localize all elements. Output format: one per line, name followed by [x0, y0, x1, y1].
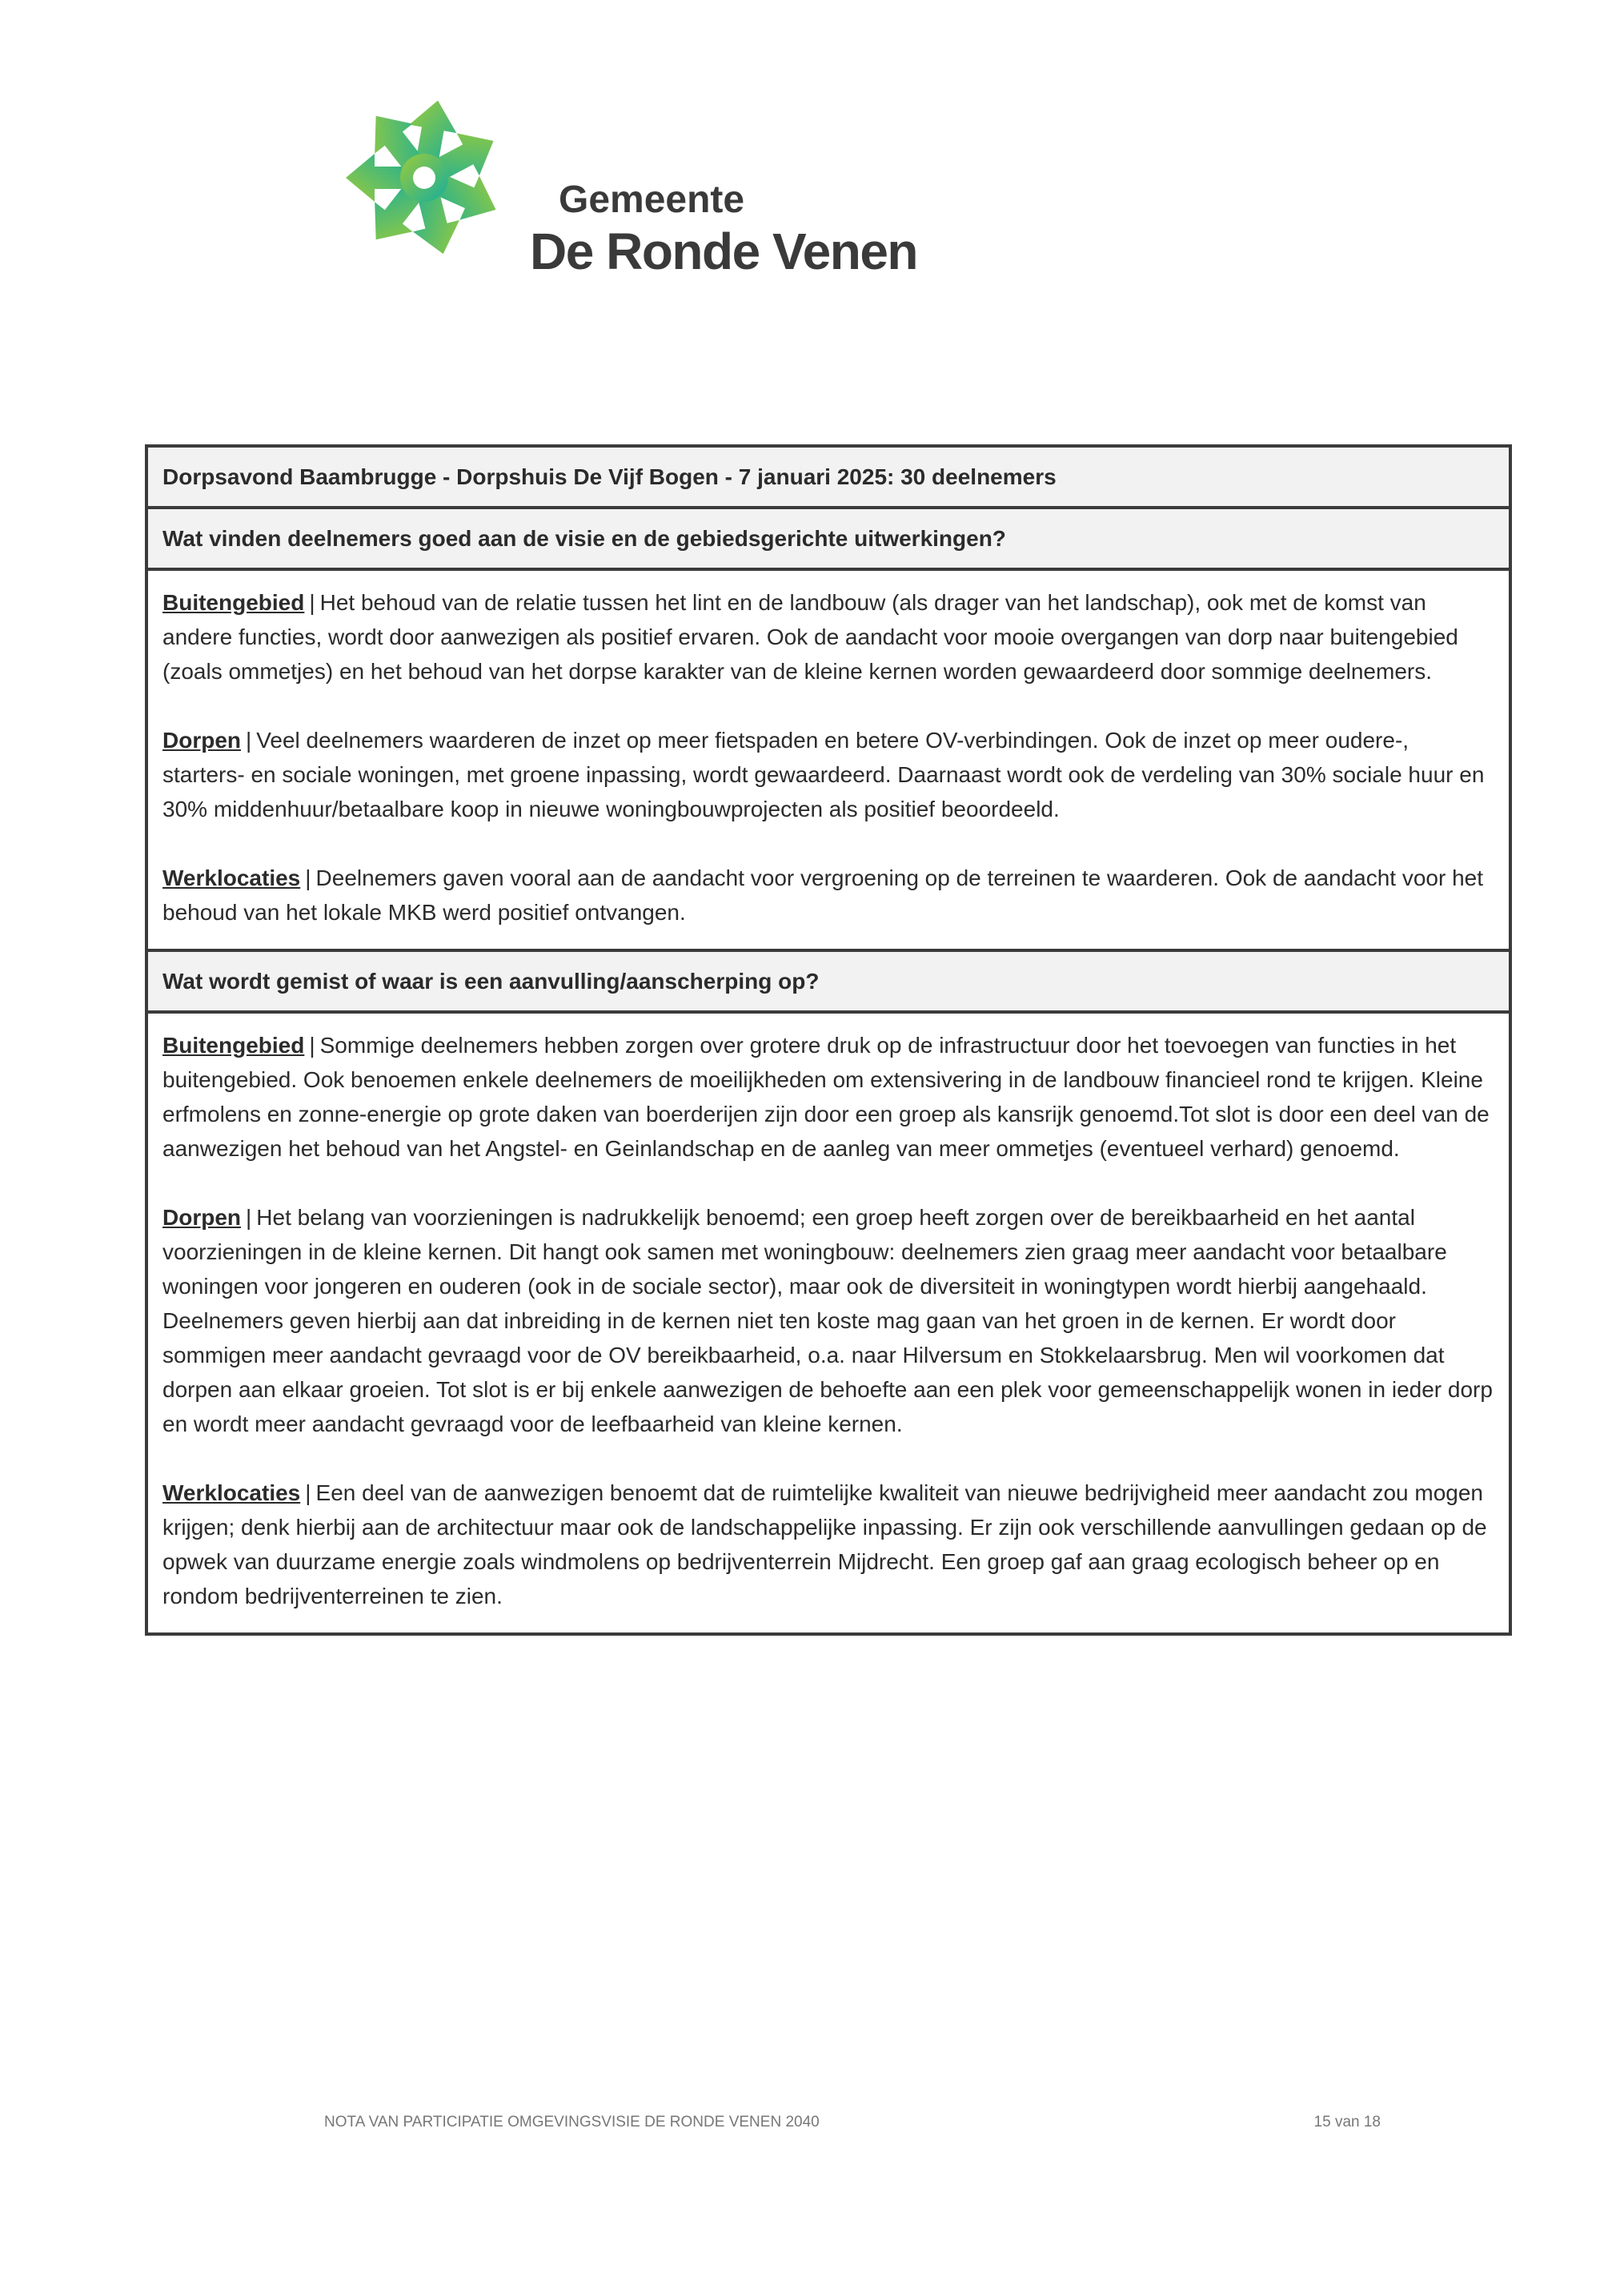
section-2-answers	[148, 1014, 1509, 1632]
page-number: 15 van 18	[1313, 2114, 1381, 2130]
answer-label: Dorpen	[162, 728, 241, 753]
answer-text: Het behoud van de relatie tussen het lint en de landbouw (als drager van het landschap), ook met de komst van andere functies, wordt door aanwezigen als positief ervaren. Ook de aandacht voor mooie overgangen van dorp naar buitengebied (zoals ommetjes) en het behoud van het dorpse karakter van de kleine kernen worden gewaardeerd door sommige deelnemers.	[162, 590, 1458, 684]
answer-label: Buitengebied	[162, 590, 305, 615]
section-1-question: Wat vinden deelnemers goed aan de visie en de gebiedsgerichte uitwerkingen?	[148, 509, 1509, 571]
answer-paragraph: Werklocaties | Deelnemers gaven vooral aan de aandacht voor vergroening op de terreinen te waarderen. Ook de aandacht voor het behoud van het lokale MKB werd positief ontvangen.	[162, 865, 1484, 925]
section-1-answers	[148, 571, 1509, 952]
answer-text: Sommige deelnemers hebben zorgen over grotere druk op de infrastructuur door het toevoegen van functies in het buitengebied. Ook benoemen enkele deelnemers de moeilijkheden om extensivering in de landbouw financieel rond te krijgen. Kleine erfmolens en zonne-energie op grote daken van boerderijen zijn door een groep als kansrijk genoemd.Tot slot is door een deel van de aanwezigen het behoud van het Angstel- en Geinlandschap en de aanleg van meer ommetjes (eventueel verhard) genoemd.	[162, 1033, 1490, 1161]
participation-table	[145, 444, 1512, 1636]
answer-text: Een deel van de aanwezigen benoemt dat de ruimtelijke kwaliteit van nieuwe bedrijvigheid meer aandacht zou mogen krijgen; denk hierbij aan de architectuur maar ook de landschappelijke inpassing. Er zijn ook verschillende aanvullingen gedaan op de opwek van duurzame energie zoals windmolens op bedrijventerrein Mijdrecht. Een groep gaf aan graag ecologisch beheer op en rondom bedrijventerreinen te zien.	[162, 1480, 1487, 1608]
answer-paragraph: Dorpen | Veel deelnemers waarderen de inzet op meer fietspaden en betere OV-verbindingen. Ook de inzet op meer oudere-, starters- en sociale woningen, met groene inpassing, wordt gewaardeerd. Daarnaast wordt ook de verdeling van 30% sociale huur en 30% middenhuur/betaalbare koop in nieuwe woningbouwprojecten als positief beoordeeld.	[162, 728, 1485, 821]
answer-label: Werklocaties	[162, 1480, 301, 1505]
answer-text: Het belang van voorzieningen is nadrukkelijk benoemd; een groep heeft zorgen over de bereikbaarheid en het aantal voorzieningen in de kleine kernen. Dit hangt ook samen met woningbouw: deelnemers zien graag meer aandacht voor betaalbare woningen voor jongeren en ouderen (ook in de sociale sector), maar ook de diversiteit in woningtypen wordt hierbij aangehaald. Deelnemers geven hierbij aan dat inbreiding in de kernen niet ten koste mag gaan van het groen in de kernen. Er wordt door sommigen meer aandacht gevraagd voor de OV bereikbaarheid, o.a. naar Hilversum en Stokkelaarsbrug. Men wil voorkomen dat dorpen aan elkaar groeien. Tot slot is er bij enkele aanwezigen de behoefte aan een plek voor gemeenschappelijk wonen in ieder dorp en wordt meer aandacht gevraagd voor de leefbaarheid van kleine kernen.	[162, 1205, 1493, 1436]
section-2-question: Wat wordt gemist of waar is een aanvulling/aanscherping op?	[148, 952, 1509, 1014]
footer-document-title: NOTA VAN PARTICIPATIE OMGEVINGSVISIE DE RONDE VENEN 2040	[324, 2114, 820, 2130]
table-title: Dorpsavond Baambrugge - Dorpshuis De Vijf Bogen - 7 januari 2025: 30 deelnemers	[148, 448, 1509, 509]
answer-paragraph: Buitengebied | Het behoud van de relatie tussen het lint en de landbouw (als drager van het landschap), ook met de komst van andere functies, wordt door aanwezigen als positief ervaren. Ook de aandacht voor mooie overgangen van dorp naar buitengebied (zoals ommetjes) en het behoud van het dorpse karakter van de kleine kernen worden gewaardeerd door sommige deelnemers.	[162, 590, 1458, 684]
answer-paragraph: Dorpen | Het belang van voorzieningen is nadrukkelijk benoemd; een groep heeft zorgen over de bereikbaarheid en het aantal voorzieningen in de kleine kernen. Dit hangt ook samen met woningbouw: deelnemers zien graag meer aandacht voor betaalbare woningen voor jongeren en ouderen (ook in de sociale sector), maar ook de diversiteit in woningtypen wordt hierbij aangehaald. Deelnemers geven hierbij aan dat inbreiding in de kernen niet ten koste mag gaan van het groen in de kernen. Er wordt door sommigen meer aandacht gevraagd voor de OV bereikbaarheid, o.a. naar Hilversum en Stokkelaarsbrug. Men wil voorkomen dat dorpen aan elkaar groeien. Tot slot is er bij enkele aanwezigen de behoefte aan een plek voor gemeenschappelijk wonen in ieder dorp en wordt meer aandacht gevraagd voor de leefbaarheid van kleine kernen.	[162, 1205, 1493, 1436]
answer-label: Dorpen	[162, 1205, 241, 1230]
answer-label: Werklocaties	[162, 865, 301, 890]
logo-line-name: De Ronde Venen	[530, 223, 917, 280]
answer-text: Veel deelnemers waarderen de inzet op meer fietspaden en betere OV-verbindingen. Ook de inzet op meer oudere-, starters- en sociale woningen, met groene inpassing, wordt gewaardeerd. Daarnaast wordt ook de verdeling van 30% sociale huur en 30% middenhuur/betaalbare koop in nieuwe woningbouwprojecten als positief beoordeeld.	[162, 728, 1485, 821]
answer-paragraph: Buitengebied | Sommige deelnemers hebben zorgen over grotere druk op de infrastructuur door het toevoegen van functies in het buitengebied. Ook benoemen enkele deelnemers de moeilijkheden om extensivering in de landbouw financieel rond te krijgen. Kleine erfmolens en zonne-energie op grote daken van boerderijen zijn door een groep als kansrijk genoemd.Tot slot is door een deel van de aanwezigen het behoud van het Angstel- en Geinlandschap en de aanleg van meer ommetjes (eventueel verhard) genoemd.	[162, 1033, 1490, 1161]
logo-line-gemeente: Gemeente	[559, 179, 745, 221]
municipality-name	[530, 178, 917, 280]
municipality-logo-icon	[308, 98, 540, 258]
answer-paragraph: Werklocaties | Een deel van de aanwezigen benoemt dat de ruimtelijke kwaliteit van nieuwe bedrijvigheid meer aandacht zou mogen krijgen; denk hierbij aan de architectuur maar ook de landschappelijke inpassing. Er zijn ook verschillende aanvullingen gedaan op de opwek van duurzame energie zoals windmolens op bedrijventerrein Mijdrecht. Een groep gaf aan graag ecologisch beheer op en rondom bedrijventerreinen te zien.	[162, 1480, 1487, 1608]
answer-text: Deelnemers gaven vooral aan de aandacht voor vergroening op de terreinen te waarderen. Ook de aandacht voor het behoud van het lokale MKB werd positief ontvangen.	[162, 865, 1484, 925]
answer-label: Buitengebied	[162, 1033, 305, 1058]
